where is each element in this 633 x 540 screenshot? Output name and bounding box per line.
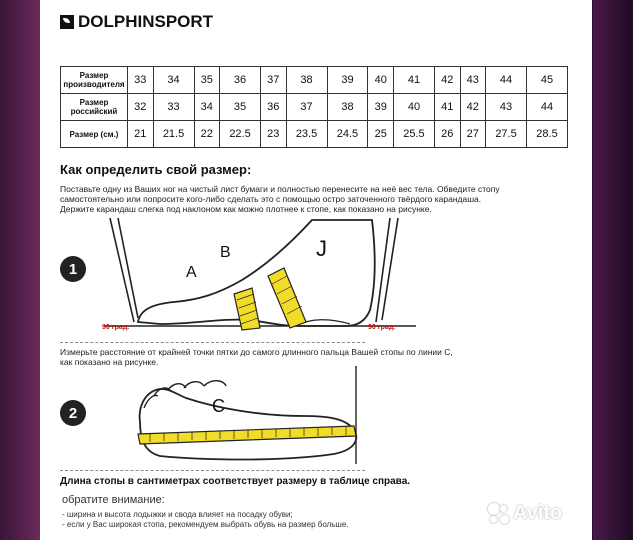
angle-label-right: 90 град. — [368, 324, 396, 331]
size-cell: 41 — [434, 94, 460, 121]
dolphin-icon — [60, 15, 74, 29]
label-a: A — [186, 264, 197, 281]
size-cell: 45 — [527, 67, 568, 94]
size-cell: 44 — [486, 67, 527, 94]
pencil-right — [376, 218, 390, 322]
size-cell: 25.5 — [394, 121, 435, 148]
background-right — [593, 0, 633, 540]
angle-label-left: 90 град. — [102, 324, 130, 331]
measure-band-b — [268, 268, 306, 328]
measure-band-a — [234, 288, 260, 330]
size-cell: 35 — [220, 94, 261, 121]
brand-logo — [60, 12, 213, 32]
step2-line1: Измерьте расстояние от крайней точки пятки до самого длинного пальца Вашей стопы по линии C, — [60, 347, 453, 357]
foot-side-illustration — [100, 214, 420, 338]
label-j: J — [316, 236, 327, 261]
size-cell: 36 — [220, 67, 261, 94]
size-cell: 39 — [327, 67, 368, 94]
size-cell: 43 — [486, 94, 527, 121]
row-header: Размер (см.) — [61, 121, 128, 148]
size-cell: 38 — [286, 67, 327, 94]
section-heading: Как определить свой размер: — [60, 162, 252, 177]
size-cell: 21 — [128, 121, 154, 148]
size-cell: 41 — [394, 67, 435, 94]
size-cell: 35 — [194, 67, 220, 94]
foot-top-outline — [140, 389, 357, 460]
note-item-2: - если у Вас широкая стопа, рекомендуем выбрать обувь на размер больше. — [62, 520, 349, 529]
step1-line2: самостоятельно или попросите кого-либо сделать это с помощью остро заточенного твёрдого карандаша. — [60, 194, 482, 204]
separator-2 — [60, 470, 365, 471]
size-cell: 23 — [261, 121, 287, 148]
size-cell: 26 — [434, 121, 460, 148]
label-c: C — [212, 396, 225, 416]
size-cell: 34 — [153, 67, 194, 94]
step1-line1: Поставьте одну из Ваших ног на чистый лист бумаги и полностью перенесите на неё вес тела. Обведите стопу — [60, 184, 500, 194]
background-left — [0, 0, 40, 540]
step2-number: 2 — [60, 400, 86, 426]
size-cell: 40 — [368, 67, 394, 94]
size-cell: 21.5 — [153, 121, 194, 148]
size-cell: 23.5 — [286, 121, 327, 148]
size-cell: 22.5 — [220, 121, 261, 148]
measure-line-c — [138, 426, 356, 444]
size-cell: 36 — [261, 94, 287, 121]
size-cell: 39 — [368, 94, 394, 121]
pencil-left — [110, 218, 134, 322]
size-cell: 44 — [527, 94, 568, 121]
step2-line2: как показано на рисунке. — [60, 357, 159, 367]
size-cell: 32 — [128, 94, 154, 121]
size-cell: 27.5 — [486, 121, 527, 148]
size-cell: 33 — [128, 67, 154, 94]
size-table-row — [61, 94, 568, 121]
label-b: B — [220, 244, 231, 261]
size-guide-sheet — [40, 0, 592, 540]
size-cell: 38 — [327, 94, 368, 121]
avito-watermark — [488, 502, 562, 525]
conclusion-text: Длина стопы в сантиметрах соответствует размеру в таблице справа. — [60, 476, 411, 487]
foot-top-illustration — [120, 364, 370, 468]
step1-number: 1 — [60, 256, 86, 282]
step1-line3: Держите карандаш слегка под наклоном как можно плотнее к стопе, как показано на рисунке. — [60, 204, 432, 214]
note-title: обратите внимание: — [62, 494, 165, 506]
size-cell: 24.5 — [327, 121, 368, 148]
size-cell: 37 — [286, 94, 327, 121]
size-cell: 25 — [368, 121, 394, 148]
size-table-row — [61, 121, 568, 148]
size-cell: 27 — [460, 121, 486, 148]
separator-1 — [60, 342, 365, 343]
size-cell: 33 — [153, 94, 194, 121]
row-header: Размер российский — [61, 94, 128, 121]
size-table — [60, 66, 568, 148]
size-cell: 42 — [434, 67, 460, 94]
avito-dots-icon — [488, 503, 510, 525]
note-item-1: - ширина и высота лодыжки и свода влияет на посадку обуви; — [62, 510, 293, 519]
avito-text: Avito — [513, 502, 563, 524]
size-cell: 22 — [194, 121, 220, 148]
size-cell: 37 — [261, 67, 287, 94]
size-cell: 34 — [194, 94, 220, 121]
size-cell: 42 — [460, 94, 486, 121]
brand-name: DOLPHINSPORT — [78, 12, 214, 31]
size-cell: 40 — [394, 94, 435, 121]
size-cell: 28.5 — [527, 121, 568, 148]
size-table-row — [61, 67, 568, 94]
size-cell: 43 — [460, 67, 486, 94]
row-header: Размер производителя — [61, 67, 128, 94]
